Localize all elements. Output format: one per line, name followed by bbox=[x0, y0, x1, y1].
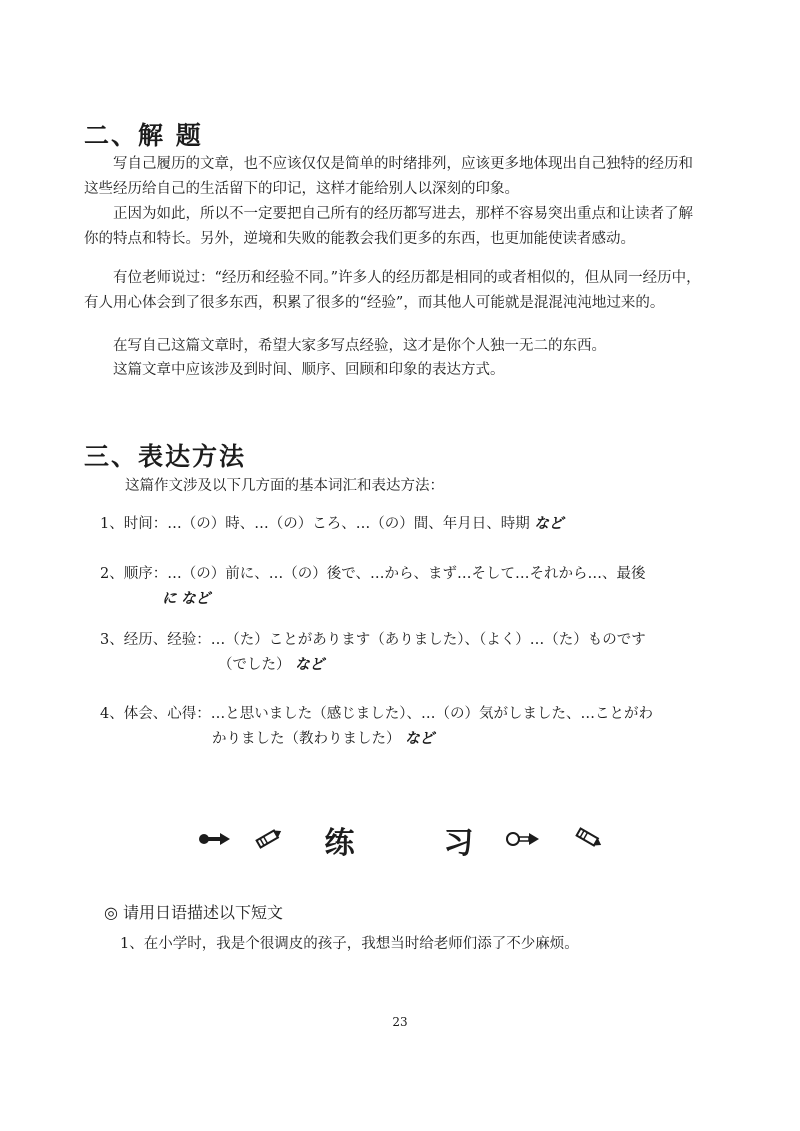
item-continuation: に bbox=[162, 591, 177, 607]
banner-word-xi: 习 bbox=[443, 826, 474, 861]
item-nado: など bbox=[405, 731, 435, 747]
pointing-hand-icon bbox=[196, 823, 236, 858]
paragraph-5: 这篇文章中应该涉及到时间、顺序、回顾和印象的表达方式。 bbox=[113, 362, 505, 378]
exercise-instruction: ◎ 请用日语描述以下短文 bbox=[104, 903, 284, 922]
pencil-icon bbox=[254, 823, 284, 858]
paragraph-1: 写自己履历的文章，也不应该仅仅是简单的时绪排列，应该更多地体现出自己独特的经历和这些经历给自己的生活留下的印记，这样才能给别人以深刻的印象。 bbox=[84, 156, 693, 197]
paragraph-2: 正因为如此，所以不一定要把自己所有的经历都写进去，那样不容易突出重点和让读者了解你的特点和特长。另外，逆境和失败的能教会我们更多的东西，也更加能使读者感动。 bbox=[84, 206, 693, 247]
exercise-item-1: 1、在小学时，我是个很调皮的孩子，我想当时给老师们添了不少麻烦。 bbox=[120, 936, 579, 952]
item-label: 2、顺序： bbox=[100, 566, 168, 582]
banner-word-lian: 练 bbox=[324, 826, 355, 861]
expression-item-time bbox=[100, 512, 700, 537]
item-nado: など bbox=[181, 591, 211, 607]
pencil-icon-right bbox=[574, 823, 604, 858]
page-number: 23 bbox=[392, 1015, 408, 1029]
exercise-banner bbox=[0, 818, 800, 862]
item-expressions: …（た）ことがあります（ありました）、（よく）…（た）ものです bbox=[210, 632, 646, 648]
expression-item-reflection bbox=[100, 702, 700, 752]
expression-item-experience bbox=[100, 628, 700, 678]
item-expressions: …と思いました（感じました）、…（の）気がしました、…ことがわ bbox=[210, 706, 653, 722]
item-label: 3、经历、经验： bbox=[100, 632, 211, 648]
expression-item-order bbox=[100, 562, 700, 612]
item-continuation: かりました（教わりました） bbox=[212, 731, 401, 747]
item-label: 4、体会、心得： bbox=[100, 706, 211, 722]
section-heading-biaoda: 三、表达方法 bbox=[84, 442, 247, 471]
item-continuation: （でした） bbox=[218, 657, 291, 673]
item-expressions: …（の）時、…（の）ころ、…（の）間、年月日、時期 bbox=[167, 516, 530, 532]
item-label: 1、时间： bbox=[100, 516, 168, 532]
item-expressions: …（の）前に、…（の）後で、…から、まず…そして…それから…、最後 bbox=[167, 566, 646, 582]
section-heading-jieti: 二、解 题 bbox=[84, 121, 203, 150]
item-nado: など bbox=[295, 657, 325, 673]
item-nado: など bbox=[534, 516, 564, 532]
pointing-hand-outline-icon bbox=[504, 823, 544, 858]
paragraph-4: 在写自己这篇文章时，希望大家多写点经验，这才是你个人独一无二的东西。 bbox=[113, 338, 606, 354]
section3-intro: 这篇作文涉及以下几方面的基本词汇和表达方法： bbox=[125, 478, 444, 494]
paragraph-3: 有位老师说过：“经历和经验不同。”许多人的经历都是相同的或者相似的，但从同一经历中，有人用心体会到了很多东西，积累了很多的“经验”，而其他人可能就是混混沌沌地过来的。 bbox=[84, 270, 701, 311]
